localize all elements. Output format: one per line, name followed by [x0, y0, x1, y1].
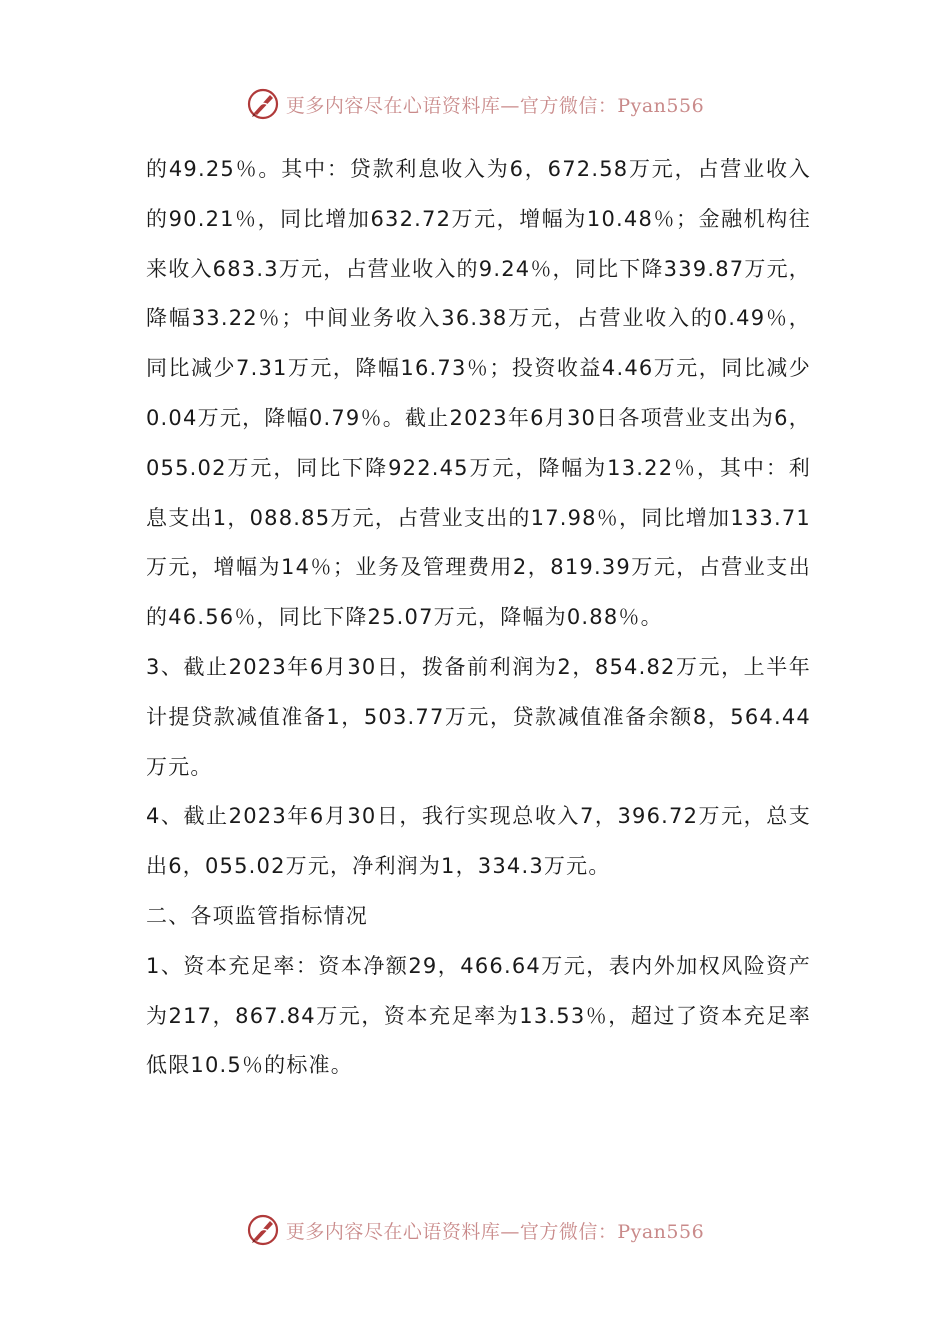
- pen-logo-icon: [246, 87, 280, 121]
- paragraph-pre-provision-profit: 3、截止2023年6月30日，拨备前利润为2，854.82万元，上半年计提贷款减值准备1，503.77万元，贷款减值准备余额8，564.44万元。: [146, 654, 811, 779]
- header-watermark: [0, 84, 950, 124]
- pen-logo-icon: [246, 1213, 280, 1247]
- watermark-text: 更多内容尽在心语资料库—官方微信：Pyan556: [285, 94, 705, 117]
- watermark-text: 更多内容尽在心语资料库—官方微信：Pyan556: [285, 1220, 705, 1243]
- paragraph-income-expense: 的49.25％。其中：贷款利息收入为6，672.58万元，占营业收入的90.21％，同比增加632.72万元，增幅为10.48％；金融机构往来收入683.3万元，占营业收入的9.24％，同比下降339.87万元，降幅33.22％；中间业务收入36.38万元，占营业收入的0.49％，同比减少7.31万元，降幅16.73％；投资收益4.46万元，同比减少0.04万元，降幅0.79％。截止2023年6月30日各项营业支出为6，055.02万元，同比下降922.45万元，降幅为13.22％，其中：利息支出1，088.85万元，占营业支出的17.98％，同比增加133.71万元，增幅为14％；业务及管理费用2，819.39万元，占营业支出的46.56％，同比下降25.07万元，降幅为0.88％。: [146, 157, 811, 630]
- document-body: [146, 145, 811, 1091]
- section-heading-regulatory-indicators: 二、各项监管指标情况: [146, 903, 368, 928]
- paragraph-capital-adequacy: 1、资本充足率：资本净额29，466.64万元，表内外加权风险资产为217，867.84万元，资本充足率为13.53％，超过了资本充足率低限10.5％的标准。: [146, 953, 811, 1078]
- paragraph-net-profit: 4、截止2023年6月30日，我行实现总收入7，396.72万元，总支出6，055.02万元，净利润为1，334.3万元。: [146, 804, 811, 879]
- footer-watermark: [0, 1210, 950, 1250]
